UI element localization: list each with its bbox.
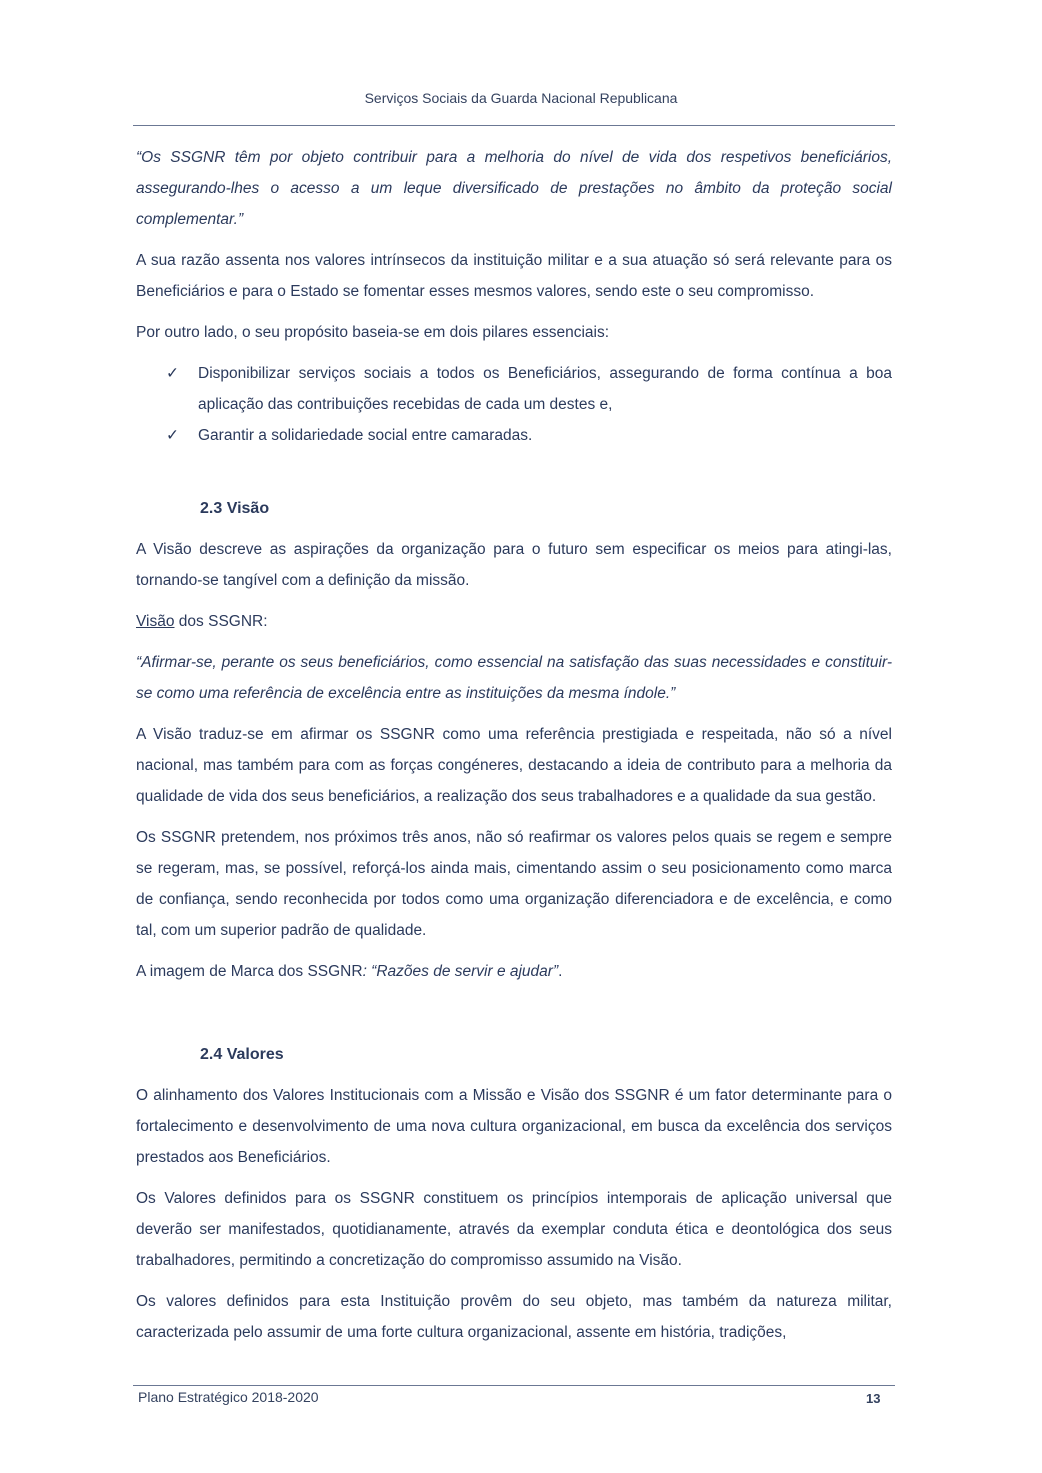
section-heading-valores: 2.4 Valores — [200, 1046, 284, 1063]
paragraph-definidos: Os Valores definidos para os SSGNR constituem os princípios intemporais de aplicação universal que deverão ser manifestados, quotidianamente, através da exemplar conduta ética e deontológica dos seus trabalhadores, permitindo a concretização do compromisso assumido na Visão. — [136, 1190, 892, 1269]
brand-slogan: : “Razões de servir e ajudar” — [362, 963, 559, 980]
paragraph-visao-desc: A Visão descreve as aspirações da organização para o futuro sem especificar os meios para atingi-las, tornando-se tangível com a definição da missão. — [136, 541, 892, 589]
section-spacer — [136, 451, 892, 493]
list-item — [166, 358, 892, 420]
pillar-text: Garantir a solidariedade social entre camaradas. — [198, 427, 533, 444]
paragraph-provem: Os valores definidos para esta Instituição provêm do seu objeto, mas também da natureza militar, caracterizada pelo assumir de uma forte cultura organizacional, assente em história, tradições, — [136, 1293, 892, 1341]
footer-rule — [133, 1385, 895, 1386]
paragraph-razao: A sua razão assenta nos valores intrínsecos da instituição militar e a sua atuação só será relevante para os Beneficiários e para o Estado se fomentar esses mesmos valores, sendo este o seu compromisso. — [136, 252, 892, 300]
header-rule — [133, 125, 895, 126]
visao-label — [136, 606, 892, 637]
section-heading-visao: 2.3 Visão — [200, 500, 270, 517]
list-item — [166, 420, 892, 451]
paragraph-alinhamento: O alinhamento dos Valores Institucionais com a Missão e Visão dos SSGNR é um fator determinante para o fortalecimento e desenvolvimento de uma nova cultura organizacional, em busca da excelência dos serviços prestados aos Beneficiários. — [136, 1087, 892, 1166]
running-header: Serviços Sociais da Guarda Nacional Republicana — [364, 90, 678, 106]
brand-prefix: A imagem de Marca dos SSGNR — [136, 963, 363, 980]
checkmark-icon: ✓ — [166, 365, 179, 382]
section-spacer — [136, 997, 892, 1039]
vision-quote: “Afirmar-se, perante os seus beneficiários, como essencial na satisfação das suas necessidades e constituir-se como uma referência de excelência entre as instituições da mesma índole.” — [136, 654, 892, 702]
visao-label-rest: dos SSGNR: — [174, 613, 268, 630]
pillar-text: Disponibilizar serviços sociais a todos os Beneficiários, assegurando de forma contínua a boa aplicação das contribuições recebidas de cada um destes e, — [198, 365, 892, 413]
page-body — [136, 142, 892, 1358]
pillars-list — [136, 358, 892, 451]
object-quote: “Os SSGNR têm por objeto contribuir para a melhoria do nível de vida dos respetivos beneficiários, assegurando-lhes o acesso a um leque diversificado de prestações no âmbito da proteção social complementar.” — [136, 149, 892, 228]
footer-document-title: Plano Estratégico 2018-2020 — [138, 1389, 319, 1405]
paragraph-proposito: Por outro lado, o seu propósito baseia-se em dois pilares essenciais: — [136, 324, 610, 341]
visao-label-underlined: Visão — [136, 613, 175, 630]
brand-statement — [136, 956, 892, 987]
checkmark-icon: ✓ — [166, 427, 179, 444]
page-number: 13 — [866, 1391, 881, 1406]
brand-suffix: . — [558, 963, 563, 980]
paragraph-visao-traduz: A Visão traduz-se em afirmar os SSGNR como uma referência prestigiada e respeitada, não só a nível nacional, mas também para com as forças congéneres, destacando a ideia de contributo para a melhoria da qualidade de vida dos seus beneficiários, a realização dos seus trabalhadores e a qualidade da sua gestão. — [136, 726, 892, 805]
paragraph-pretendem: Os SSGNR pretendem, nos próximos três anos, não só reafirmar os valores pelos quais se regem e sempre se regeram, mas, se possível, reforçá-los ainda mais, cimentando assim o seu posicionamento como marca de confiança, sendo reconhecida por todos como uma organização diferenciadora e de excelência, e como tal, com um superior padrão de qualidade. — [136, 829, 892, 939]
